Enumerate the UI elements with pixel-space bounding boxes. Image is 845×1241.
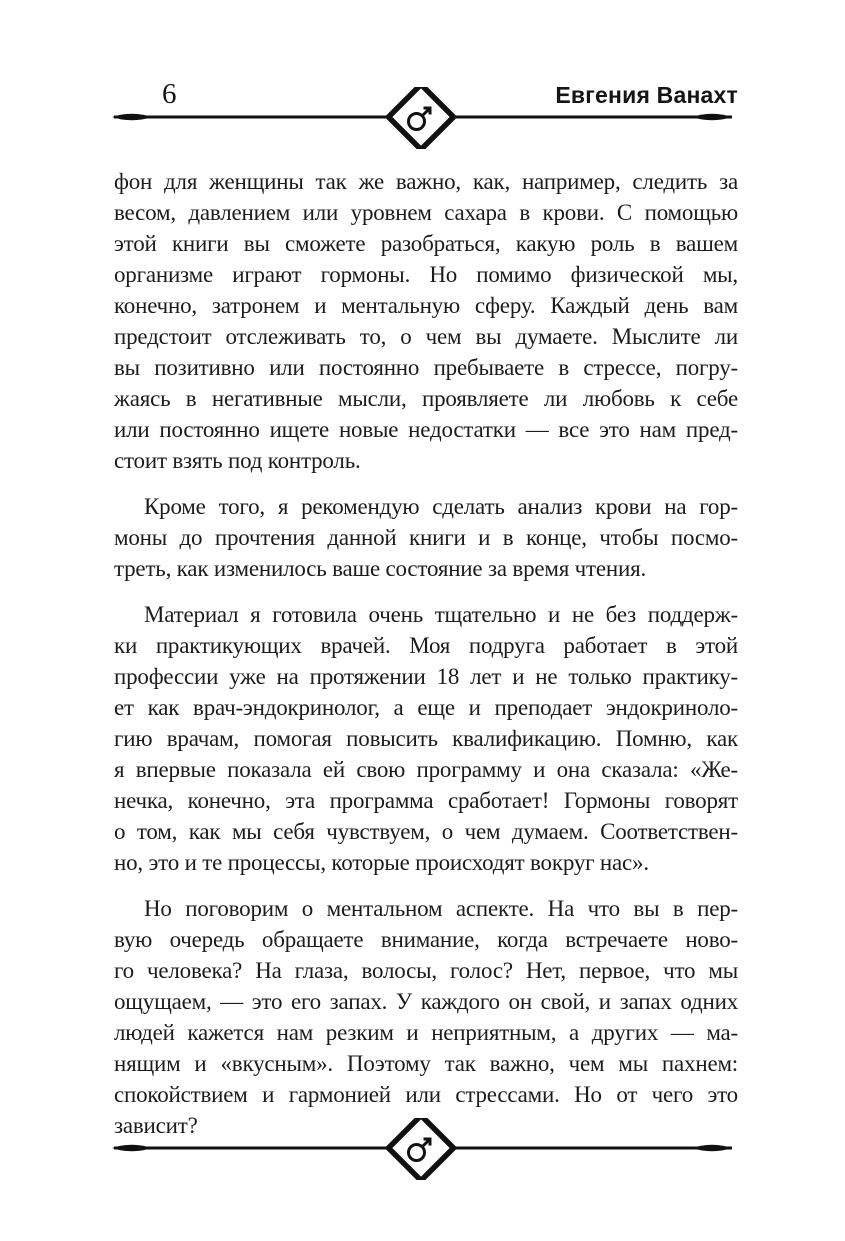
leaf-tip-icon <box>112 1145 152 1152</box>
text-line: о том, как мы себя чувствуем, о чем думаем. Соответствен- <box>114 819 738 844</box>
text-line: треть, как изменилось ваше состояние за время чтения. <box>114 556 647 581</box>
text-line: нечка, конечно, эта программа сработает! Гормоны говорят <box>114 788 738 813</box>
leaf-tip-icon <box>692 114 732 121</box>
text-line: этой книги вы сможете разобраться, какую роль в вашем <box>114 231 738 256</box>
paragraph <box>114 599 738 878</box>
text-line: стоит взять под контроль. <box>114 448 361 473</box>
running-head-author: Евгения Ванахт <box>555 82 738 108</box>
text-line: предстоит отслеживать то, о чем вы думаете. Мыслите ли <box>114 324 738 349</box>
text-line: фон для женщины так же важно, как, например, следить за <box>114 169 738 194</box>
text-line: гию врачам, помогая повысить квалификацию. Помню, как <box>114 726 738 751</box>
text-line: жаясь в негативные мысли, проявляете ли любовь к себе <box>114 386 738 411</box>
text-line: конечно, затронем и ментальную сферу. Каждый день вам <box>114 293 738 318</box>
text-line: профессии уже на протяжении 18 лет и не только практику- <box>114 664 738 689</box>
text-line: нящим и «вкусным». Поэтому так важно, чем мы пахнем: <box>114 1051 738 1076</box>
text-line: зависит? <box>114 1113 198 1138</box>
text-line: людей кажется нам резким и неприятным, а других — ма- <box>114 1020 738 1045</box>
page-number: 6 <box>162 78 177 110</box>
text-line: ет как врач-эндокринолог, а еще и преподает эндокриноло- <box>114 695 738 720</box>
text-line: организме играют гормоны. Но помимо физической мы, <box>114 262 738 287</box>
text-line: или постоянно ищете новые недостатки — все это нам пред- <box>114 417 738 442</box>
leaf-tip-icon <box>692 1145 732 1152</box>
text-line: но, это и те процессы, которые происходят вокруг нас». <box>114 850 649 875</box>
text-line: ки практикующих врачей. Моя подруга работает в этой <box>114 633 738 658</box>
footer-ornament-divider <box>106 1118 738 1180</box>
diamond-frame-icon <box>388 87 453 149</box>
text-line: Кроме того, я рекомендую сделать анализ крови на гор- <box>144 494 738 519</box>
paragraph <box>114 893 738 1141</box>
diamond-frame-icon <box>388 1118 453 1180</box>
text-line: го человека? На глаза, волосы, голос? Нет, первое, что мы <box>114 958 738 983</box>
text-line: Материал я готовила очень тщательно и не без поддерж- <box>144 602 738 627</box>
paragraph <box>114 166 738 476</box>
text-line: весом, давлением или уровнем сахара в крови. С помощью <box>114 200 738 225</box>
leaf-tip-icon <box>112 114 152 121</box>
body-text <box>114 166 738 1141</box>
text-line: я впервые показала ей свою программу и она сказала: «Же- <box>114 757 738 782</box>
text-line: спокойствием и гармонией или стрессами. Но от чего это <box>114 1082 738 1107</box>
text-line: вую очередь обращаете внимание, когда встречаете ново- <box>114 927 738 952</box>
text-line: Но поговорим о ментальном аспекте. На что вы в пер- <box>144 896 738 921</box>
text-line: моны до прочтения данной книги и в конце, чтобы посмо- <box>114 525 738 550</box>
text-line: ощущаем, — это его запах. У каждого он свой, и запах одних <box>114 989 738 1014</box>
text-line: вы позитивно или постоянно пребываете в стрессе, погру- <box>114 355 738 380</box>
header-ornament-divider <box>106 87 738 149</box>
paragraph <box>114 491 738 584</box>
